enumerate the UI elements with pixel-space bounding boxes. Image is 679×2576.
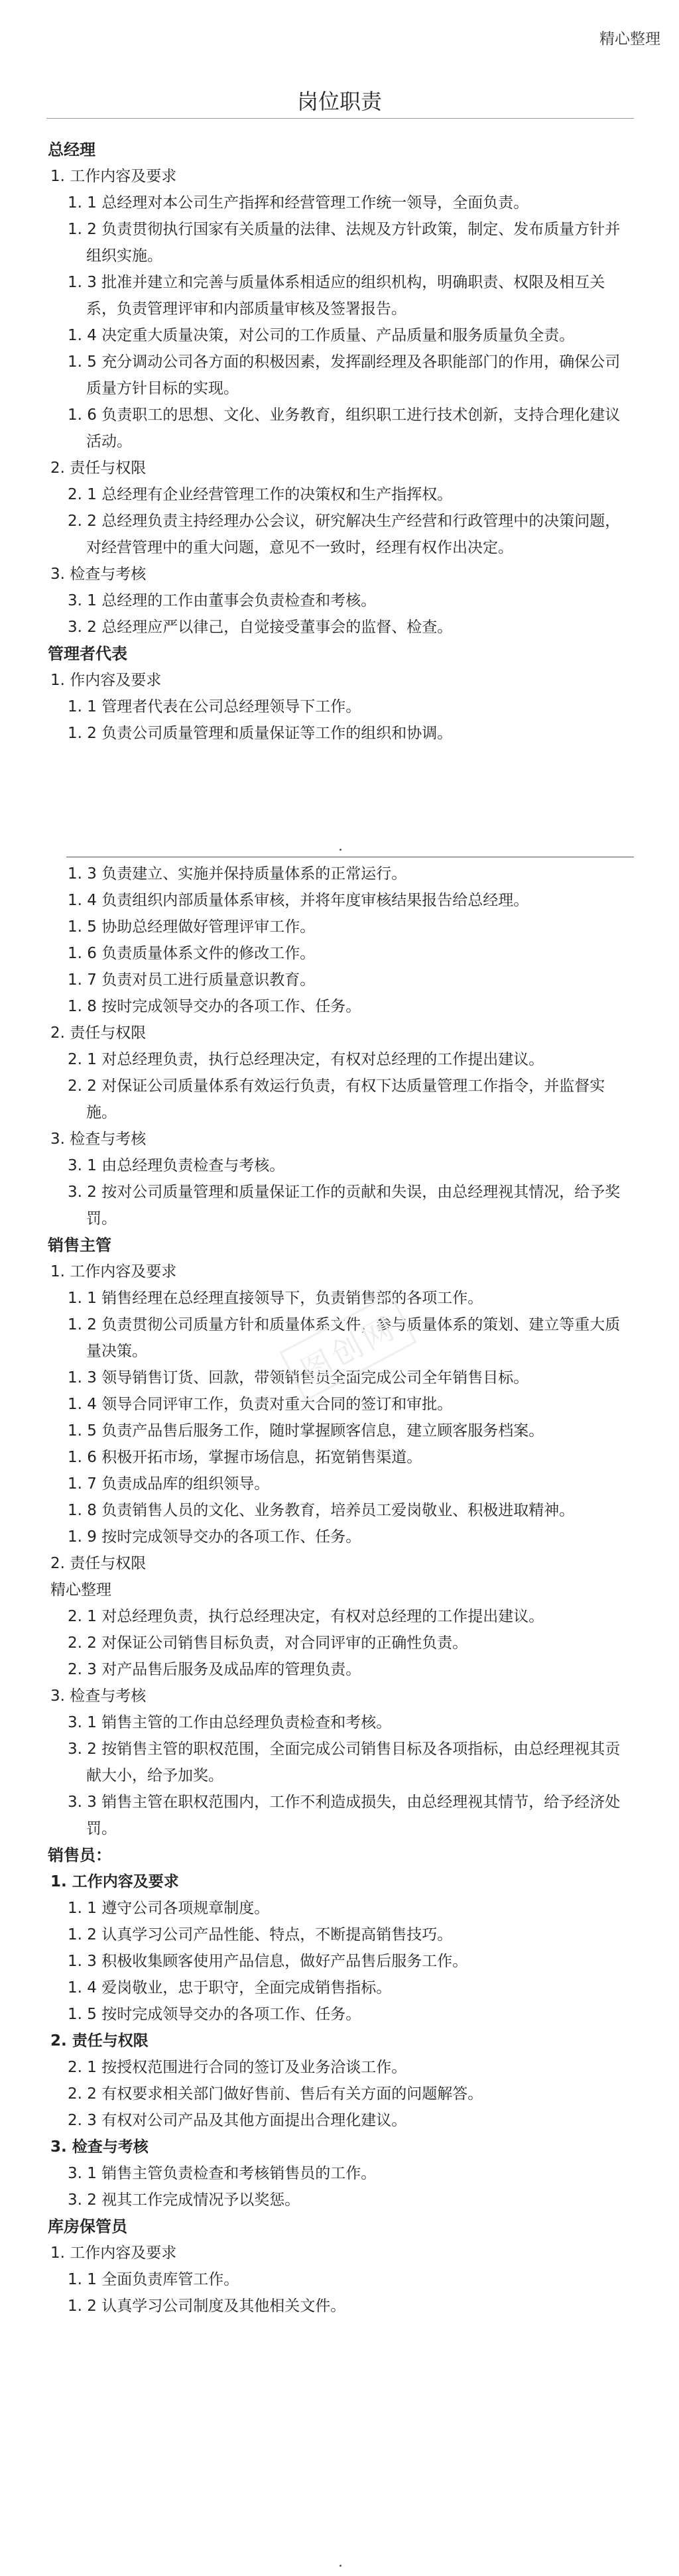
subsection-heading: 1. 作内容及要求 bbox=[50, 672, 162, 689]
subsection-heading: 2. 责任与权限 bbox=[50, 2032, 149, 2050]
list-item: 1. 6 负责质量体系文件的修改工作。 bbox=[68, 945, 316, 962]
section-heading: 销售主管 bbox=[48, 1236, 111, 1255]
list-item: 1. 1 销售经理在总经理直接领导下，负责销售部的各项工作。 bbox=[68, 1290, 483, 1307]
list-item: 1. 4 决定重大质量决策，对公司的工作质量、产品质量和服务质量负全责。 bbox=[68, 327, 575, 344]
subsection-heading: 1. 工作内容及要求 bbox=[50, 1873, 179, 1890]
subsection-heading: 3. 检查与考核 bbox=[50, 1131, 147, 1148]
list-item: 3. 1 销售主管负责检查和考核销售员的工作。 bbox=[68, 2165, 377, 2182]
list-item: 1. 1 遵守公司各项规章制度。 bbox=[68, 1900, 270, 1917]
list-item: 1. 2 负责贯彻执行国家有关质量的法律、法规及方针政策，制定、发布质量方针并组织实施。 bbox=[68, 221, 621, 265]
list-item: 1. 7 负责对员工进行质量意识教育。 bbox=[68, 971, 316, 989]
list-item: 3. 2 视其工作完成情况予以奖惩。 bbox=[68, 2191, 300, 2209]
content-bottom bbox=[0, 861, 679, 2319]
content-top bbox=[0, 137, 679, 747]
list-item: 2. 3 对产品售后服务及成品库的管理负责。 bbox=[68, 1661, 361, 1678]
list-item: 1. 2 认真学习公司产品性能、特点，不断提高销售技巧。 bbox=[68, 1926, 453, 1943]
list-item: 3. 2 总经理应严以律己，自觉接受董事会的监督、检查。 bbox=[68, 619, 453, 636]
list-item: 3. 1 总经理的工作由董事会负责检查和考核。 bbox=[68, 592, 377, 609]
section-heading: 销售员： bbox=[48, 1846, 111, 1865]
section-heading: 库房保管员 bbox=[48, 2217, 127, 2236]
list-item: 1. 4 领导合同评审工作，负责对重大合同的签订和审批。 bbox=[68, 1396, 453, 1413]
watermark: 图创网 bbox=[279, 1293, 416, 1401]
list-item: 1. 1 管理者代表在公司总经理领导下工作。 bbox=[68, 698, 361, 715]
list-item: 3. 1 销售主管的工作由总经理负责检查和考核。 bbox=[68, 1714, 392, 1731]
list-item: 1. 5 充分调动公司各方面的积极因素，发挥副经理及各职能部门的作用，确保公司质量方针目标的实现。 bbox=[68, 353, 621, 397]
list-item: 1. 2 认真学习公司制度及其他相关文件。 bbox=[68, 2298, 346, 2315]
subsection-heading: 3. 检查与考核 bbox=[50, 566, 147, 583]
list-item: 1. 5 按时完成领导交办的各项工作、任务。 bbox=[68, 2006, 361, 2023]
list-item: 2. 3 有权对公司产品及其他方面提出合理化建议。 bbox=[68, 2112, 407, 2129]
list-item: 2. 1 总经理有企业经营管理工作的决策权和生产指挥权。 bbox=[68, 486, 453, 503]
section-heading: 总经理 bbox=[48, 141, 95, 159]
page-title: 岗位职责 bbox=[296, 89, 382, 114]
list-item: 3. 3 销售主管在职权范围内，工作不利造成损失，由总经理视其情节，给予经济处罚。 bbox=[68, 1794, 621, 1837]
list-item: 2. 2 有权要求相关部门做好售前、售后有关方面的问题解答。 bbox=[68, 2085, 483, 2103]
subsection-heading: 1. 工作内容及要求 bbox=[50, 168, 177, 185]
list-item: 1. 3 领导销售订货、回款，带领销售员全面完成公司全年销售目标。 bbox=[68, 1369, 529, 1386]
subsection-heading: 精心整理 bbox=[50, 1581, 111, 1599]
footer-dot bbox=[340, 2565, 341, 2567]
page-mark-dot bbox=[340, 849, 341, 851]
list-item: 3. 2 按销售主管的职权范围，全面完成公司销售目标及各项指标，由总经理视其贡献大小，给予加奖。 bbox=[68, 1741, 621, 1784]
list-item: 1. 2 负责贯彻公司质量方针和质量体系文件，参与质量体系的策划、建立等重大质量决策。 bbox=[68, 1316, 621, 1360]
list-item: 1. 6 负责职工的思想、文化、业务教育，组织职工进行技术创新，支持合理化建议活动。 bbox=[68, 406, 621, 450]
list-item: 2. 2 总经理负责主持经理办公会议，研究解决生产经营和行政管理中的决策问题，对经营管理中的重大问题，意见不一致时，经理有权作出决定。 bbox=[68, 513, 621, 556]
subsection-heading: 3. 检查与考核 bbox=[50, 2138, 149, 2156]
list-item: 1. 6 积极开拓市场，掌握市场信息，拓宽销售渠道。 bbox=[68, 1449, 422, 1466]
list-item: 2. 1 对总经理负责，执行总经理决定，有权对总经理的工作提出建议。 bbox=[68, 1051, 544, 1068]
list-item: 2. 2 对保证公司销售目标负责，对合同评审的正确性负责。 bbox=[68, 1634, 468, 1652]
section-heading: 管理者代表 bbox=[48, 644, 127, 663]
list-item: 2. 1 对总经理负责，执行总经理决定，有权对总经理的工作提出建议。 bbox=[68, 1608, 544, 1625]
list-item: 1. 1 全面负责库管工作。 bbox=[68, 2271, 239, 2288]
list-item: 1. 3 负责建立、实施并保持质量体系的正常运行。 bbox=[68, 865, 407, 883]
header-note: 精心整理 bbox=[599, 31, 660, 48]
list-item: 1. 8 按时完成领导交办的各项工作、任务。 bbox=[68, 998, 361, 1015]
subsection-heading: 1. 工作内容及要求 bbox=[50, 2244, 177, 2262]
list-item: 1. 7 负责成品库的组织领导。 bbox=[68, 1475, 270, 1493]
list-item: 2. 1 按授权范围进行合同的签订及业务洽谈工作。 bbox=[68, 2059, 407, 2076]
subsection-heading: 2. 责任与权限 bbox=[50, 1555, 147, 1572]
list-item: 1. 2 负责公司质量管理和质量保证等工作的组织和协调。 bbox=[68, 725, 453, 742]
subsection-heading: 3. 检查与考核 bbox=[50, 1687, 147, 1705]
list-item: 1. 8 负责销售人员的文化、业务教育，培养员工爱岗敬业、积极进取精神。 bbox=[68, 1502, 575, 1519]
list-item: 3. 1 由总经理负责检查与考核。 bbox=[68, 1157, 285, 1174]
list-item: 1. 3 批准并建立和完善与质量体系相适应的组织机构，明确职责、权限及相互关系，负责管理评审和内部质量审核及签署报告。 bbox=[68, 274, 605, 318]
list-item: 1. 4 爱岗敬业，忠于职守，全面完成销售指标。 bbox=[68, 1979, 392, 1996]
list-item: 3. 2 按对公司质量管理和质量保证工作的贡献和失误，由总经理视其情况，给予奖罚。 bbox=[68, 1184, 621, 1227]
list-item: 1. 9 按时完成领导交办的各项工作、任务。 bbox=[68, 1528, 361, 1546]
list-item: 1. 1 总经理对本公司生产指挥和经营管理工作统一领导，全面负责。 bbox=[68, 194, 529, 212]
title-rule bbox=[46, 118, 634, 119]
list-item: 1. 4 负责组织内部质量体系审核，并将年度审核结果报告给总经理。 bbox=[68, 892, 529, 909]
list-item: 2. 2 对保证公司质量体系有效运行负责，有权下达质量管理工作指令，并监督实施。 bbox=[68, 1077, 605, 1121]
subsection-heading: 2. 责任与权限 bbox=[50, 460, 147, 477]
subsection-heading: 2. 责任与权限 bbox=[50, 1024, 147, 1042]
list-item: 1. 3 积极收集顾客使用产品信息，做好产品售后服务工作。 bbox=[68, 1953, 468, 1970]
list-item: 1. 5 协助总经理做好管理评审工作。 bbox=[68, 918, 316, 936]
subsection-heading: 1. 工作内容及要求 bbox=[50, 1263, 177, 1280]
list-item: 1. 5 负责产品售后服务工作，随时掌握顾客信息，建立顾客服务档案。 bbox=[68, 1422, 544, 1440]
